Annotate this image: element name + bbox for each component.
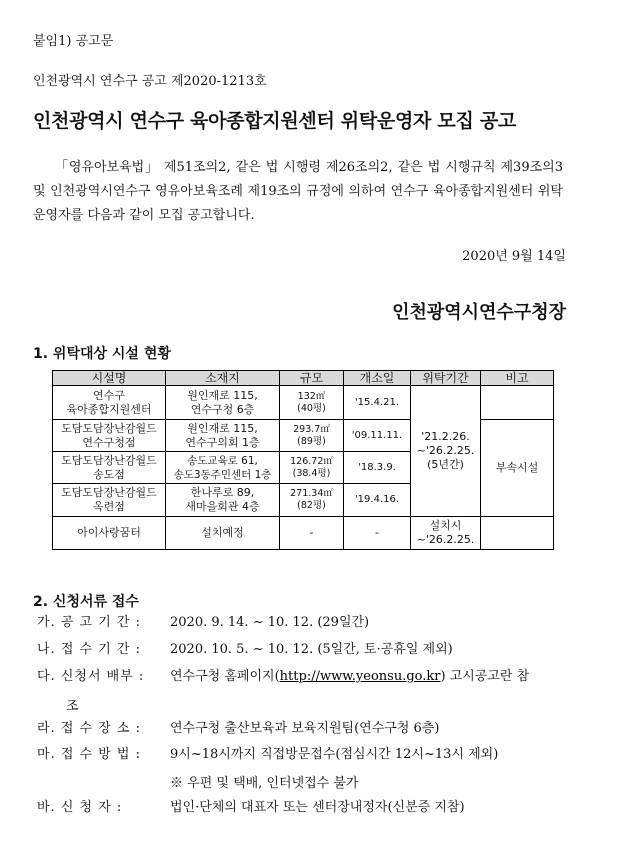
facility-opened: '15.4.21.: [344, 386, 411, 420]
item-value: 법인·단체의 대표자 또는 센터장내정자(신분증 지참): [170, 800, 465, 815]
method-note: ※ 우편 및 택배, 인터넷접수 불가: [170, 776, 359, 791]
notice-number: 인천광역시 연수구 공고 제2020-1213호: [33, 74, 267, 89]
item-value: 2020. 9. 14. ~ 10. 12. (29일간): [170, 615, 370, 630]
item-value-before: 연수구청 홈페이지(: [170, 669, 280, 684]
remark: 부속시설: [481, 420, 554, 517]
contract-period-last: 설치시 ~'26.2.25.: [411, 517, 481, 550]
table-row: [53, 386, 554, 420]
facility-table: [52, 370, 554, 550]
facility-opened: '09.11.11.: [344, 420, 411, 452]
table-row: [53, 517, 554, 550]
facility-opened: '18.3.9.: [344, 452, 411, 484]
section-2-title: 2. 신청서류 접수: [33, 594, 139, 610]
facility-name: 연수구 육아종합지원센터: [53, 386, 166, 420]
facility-size: 271.34㎡ (82평): [280, 484, 344, 517]
facility-location: 송도교육로 61, 송도3동주민센터 1층: [166, 452, 280, 484]
facility-size: 293.7㎡ (89평): [280, 420, 344, 452]
header-cell: 비고: [481, 371, 554, 386]
homepage-link[interactable]: http://www.yeonsu.go.kr: [279, 669, 441, 684]
facility-location: 원인재로 115, 연수구청 6층: [166, 386, 280, 420]
header-cell: 위탁기간: [411, 371, 481, 386]
facility-location: 한나루로 89, 새마을회관 4층: [166, 484, 280, 517]
page-title: 인천광역시 연수구 육아종합지원센터 위탁운영자 모집 공고: [33, 110, 516, 132]
facility-name: 도담도담장난감월드 연수구청점: [53, 420, 166, 452]
item-label: 바. 신 청 자 :: [37, 800, 123, 815]
facility-name: 도담도담장난감월드 옥련점: [53, 484, 166, 517]
list-item: [37, 799, 465, 816]
facility-name: 아이사랑꿈터: [53, 517, 166, 550]
intro-paragraph: 「영유아보육법」 제51조의2, 같은 법 시행령 제26조의2, 같은 법 시행규칙 제39조의3 및 인천광역시연수구 영유아보육조례 제19조의 규정에 의하여 연수구 육아종합지원센터 위탁운영자를 다음과 같이 모집 공고합니다.: [33, 160, 563, 223]
remark-empty: [481, 517, 554, 550]
item-label: 다. 신청서 배부 :: [37, 669, 145, 684]
list-item: [37, 668, 529, 685]
item-continuation: 조: [66, 699, 79, 714]
facility-size: 132㎡ (40평): [280, 386, 344, 420]
header-cell: 개소일: [344, 371, 411, 386]
item-value: 연수구청 출산보육과 보육지원팀(연수구청 6층): [170, 721, 440, 736]
item-label: 마. 접 수 방 법 :: [37, 747, 141, 762]
item-label: 라. 접 수 장 소 :: [37, 721, 141, 736]
facility-size: -: [280, 517, 344, 550]
list-item: [37, 746, 498, 763]
facility-name: 도담도담장난감월드 송도점: [53, 452, 166, 484]
issuing-office: 인천광역시연수구청장: [392, 302, 566, 323]
item-value: 9시~18시까지 직접방문접수(점심시간 12시~13시 제외): [170, 747, 499, 762]
item-value-after: ) 고시공고란 참: [440, 669, 530, 684]
facility-location: 원인재로 115, 연수구의회 1층: [166, 420, 280, 452]
facility-size: 126.72㎡ (38.4평): [280, 452, 344, 484]
header-cell: 시설명: [53, 371, 166, 386]
header-cell: 소재지: [166, 371, 280, 386]
facility-location: 설치예정: [166, 517, 280, 550]
remark-empty: [481, 386, 554, 420]
attachment-label: 붙임1) 공고문: [33, 34, 114, 49]
list-item: [37, 614, 369, 631]
table-header-row: [53, 371, 554, 386]
item-label: 나. 접 수 기 간 :: [37, 642, 141, 657]
facility-opened: -: [344, 517, 411, 550]
list-item: [37, 720, 439, 737]
contract-period: '21.2.26. ~'26.2.25. (5년간): [411, 386, 481, 517]
item-value: 2020. 10. 5. ~ 10. 12. (5일간, 토·공휴일 제외): [170, 642, 453, 657]
section-1-title: 1. 위탁대상 시설 현황: [33, 346, 171, 362]
list-item: [37, 641, 453, 658]
header-cell: 규모: [280, 371, 344, 386]
notice-date: 2020년 9월 14일: [462, 249, 566, 264]
facility-opened: '19.4.16.: [344, 484, 411, 517]
item-label: 가. 공 고 기 간 :: [37, 615, 141, 630]
